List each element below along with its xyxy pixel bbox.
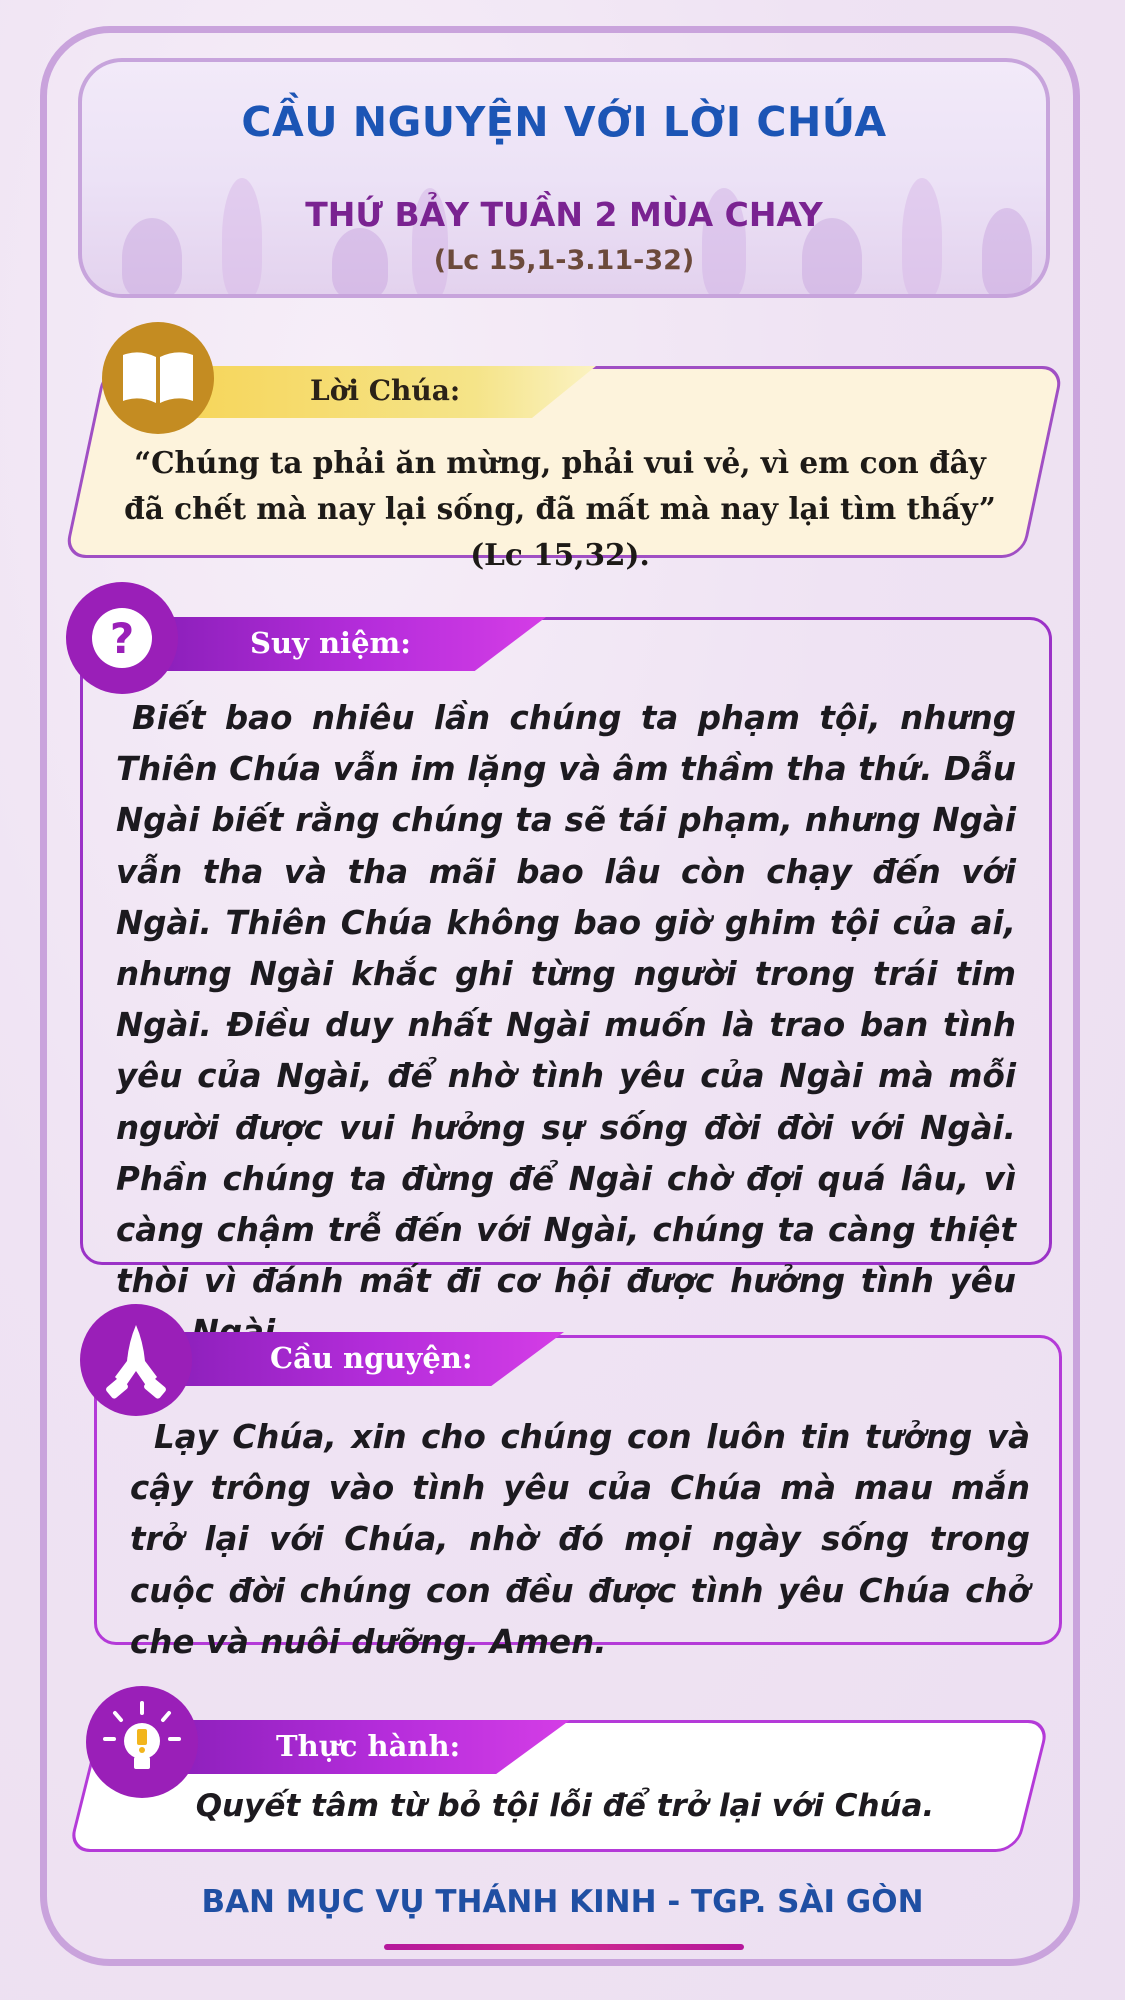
page-subtitle: THỨ BẢY TUẦN 2 MÙA CHAY bbox=[305, 195, 823, 234]
meditation-label: Suy niệm: bbox=[250, 626, 411, 660]
open-book-icon bbox=[102, 322, 214, 434]
lightbulb-icon bbox=[86, 1686, 198, 1798]
word-quote: “Chúng ta phải ăn mừng, phải vui vẻ, vì em con đây đã chết mà nay lại sống, đã mất mà nay lại tìm thấy” (Lc 15,32). bbox=[124, 445, 996, 572]
word-label: Lời Chúa: bbox=[310, 374, 461, 407]
prayer-text: Lạy Chúa, xin cho chúng con luôn tin tưởng và cậy trông vào tình yêu của Chúa mà mau mắn trở lại với Chúa, nhờ đó mọi ngày sống trong cuộc đời chúng con đều được tình yêu Chúa chở che và nuôi dưỡng. Amen. bbox=[130, 1418, 1030, 1661]
question-icon: ? bbox=[66, 582, 178, 694]
footer-divider bbox=[384, 1944, 744, 1950]
prayer-label: Cầu nguyện: bbox=[270, 1341, 473, 1375]
footer-organization: BAN MỤC VỤ THÁNH KINH - TGP. SÀI GÒN bbox=[201, 1884, 924, 1920]
praying-hands-icon bbox=[80, 1304, 192, 1416]
scripture-reference: (Lc 15,1-3.11-32) bbox=[433, 245, 695, 276]
practice-label: Thực hành: bbox=[276, 1729, 461, 1763]
practice-text: Quyết tâm từ bỏ tội lỗi để trở lại với Chúa. bbox=[195, 1788, 935, 1824]
meditation-text: Biết bao nhiêu lần chúng ta phạm tội, nhưng Thiên Chúa vẫn im lặng và âm thầm tha thứ. Dẫu Ngài biết rằng chúng ta sẽ tái phạm, nhưng Ngài vẫn tha và tha mãi bao lâu còn chạy đến với Ngài. Thiên Chúa không bao giờ ghim tội của ai, nhưng Ngài khắc ghi từng người trong trái tim Ngài. Điều duy nhất Ngài muốn là trao ban tình yêu của Ngài, để nhờ tình yêu của Ngài mà mỗi người được vui hưởng sự sống đời đời với Ngài. Phần chúng ta đừng để Ngài chờ đợi quá lâu, vì càng chậm trễ đến với Ngài, chúng ta càng thiệt thòi vì đánh mất đi cơ hội được hưởng tình yêu bbox=[116, 699, 1016, 1301]
page-title: CẦU NGUYỆN VỚI LỜI CHÚA bbox=[241, 98, 887, 146]
header-banner bbox=[78, 58, 1050, 298]
